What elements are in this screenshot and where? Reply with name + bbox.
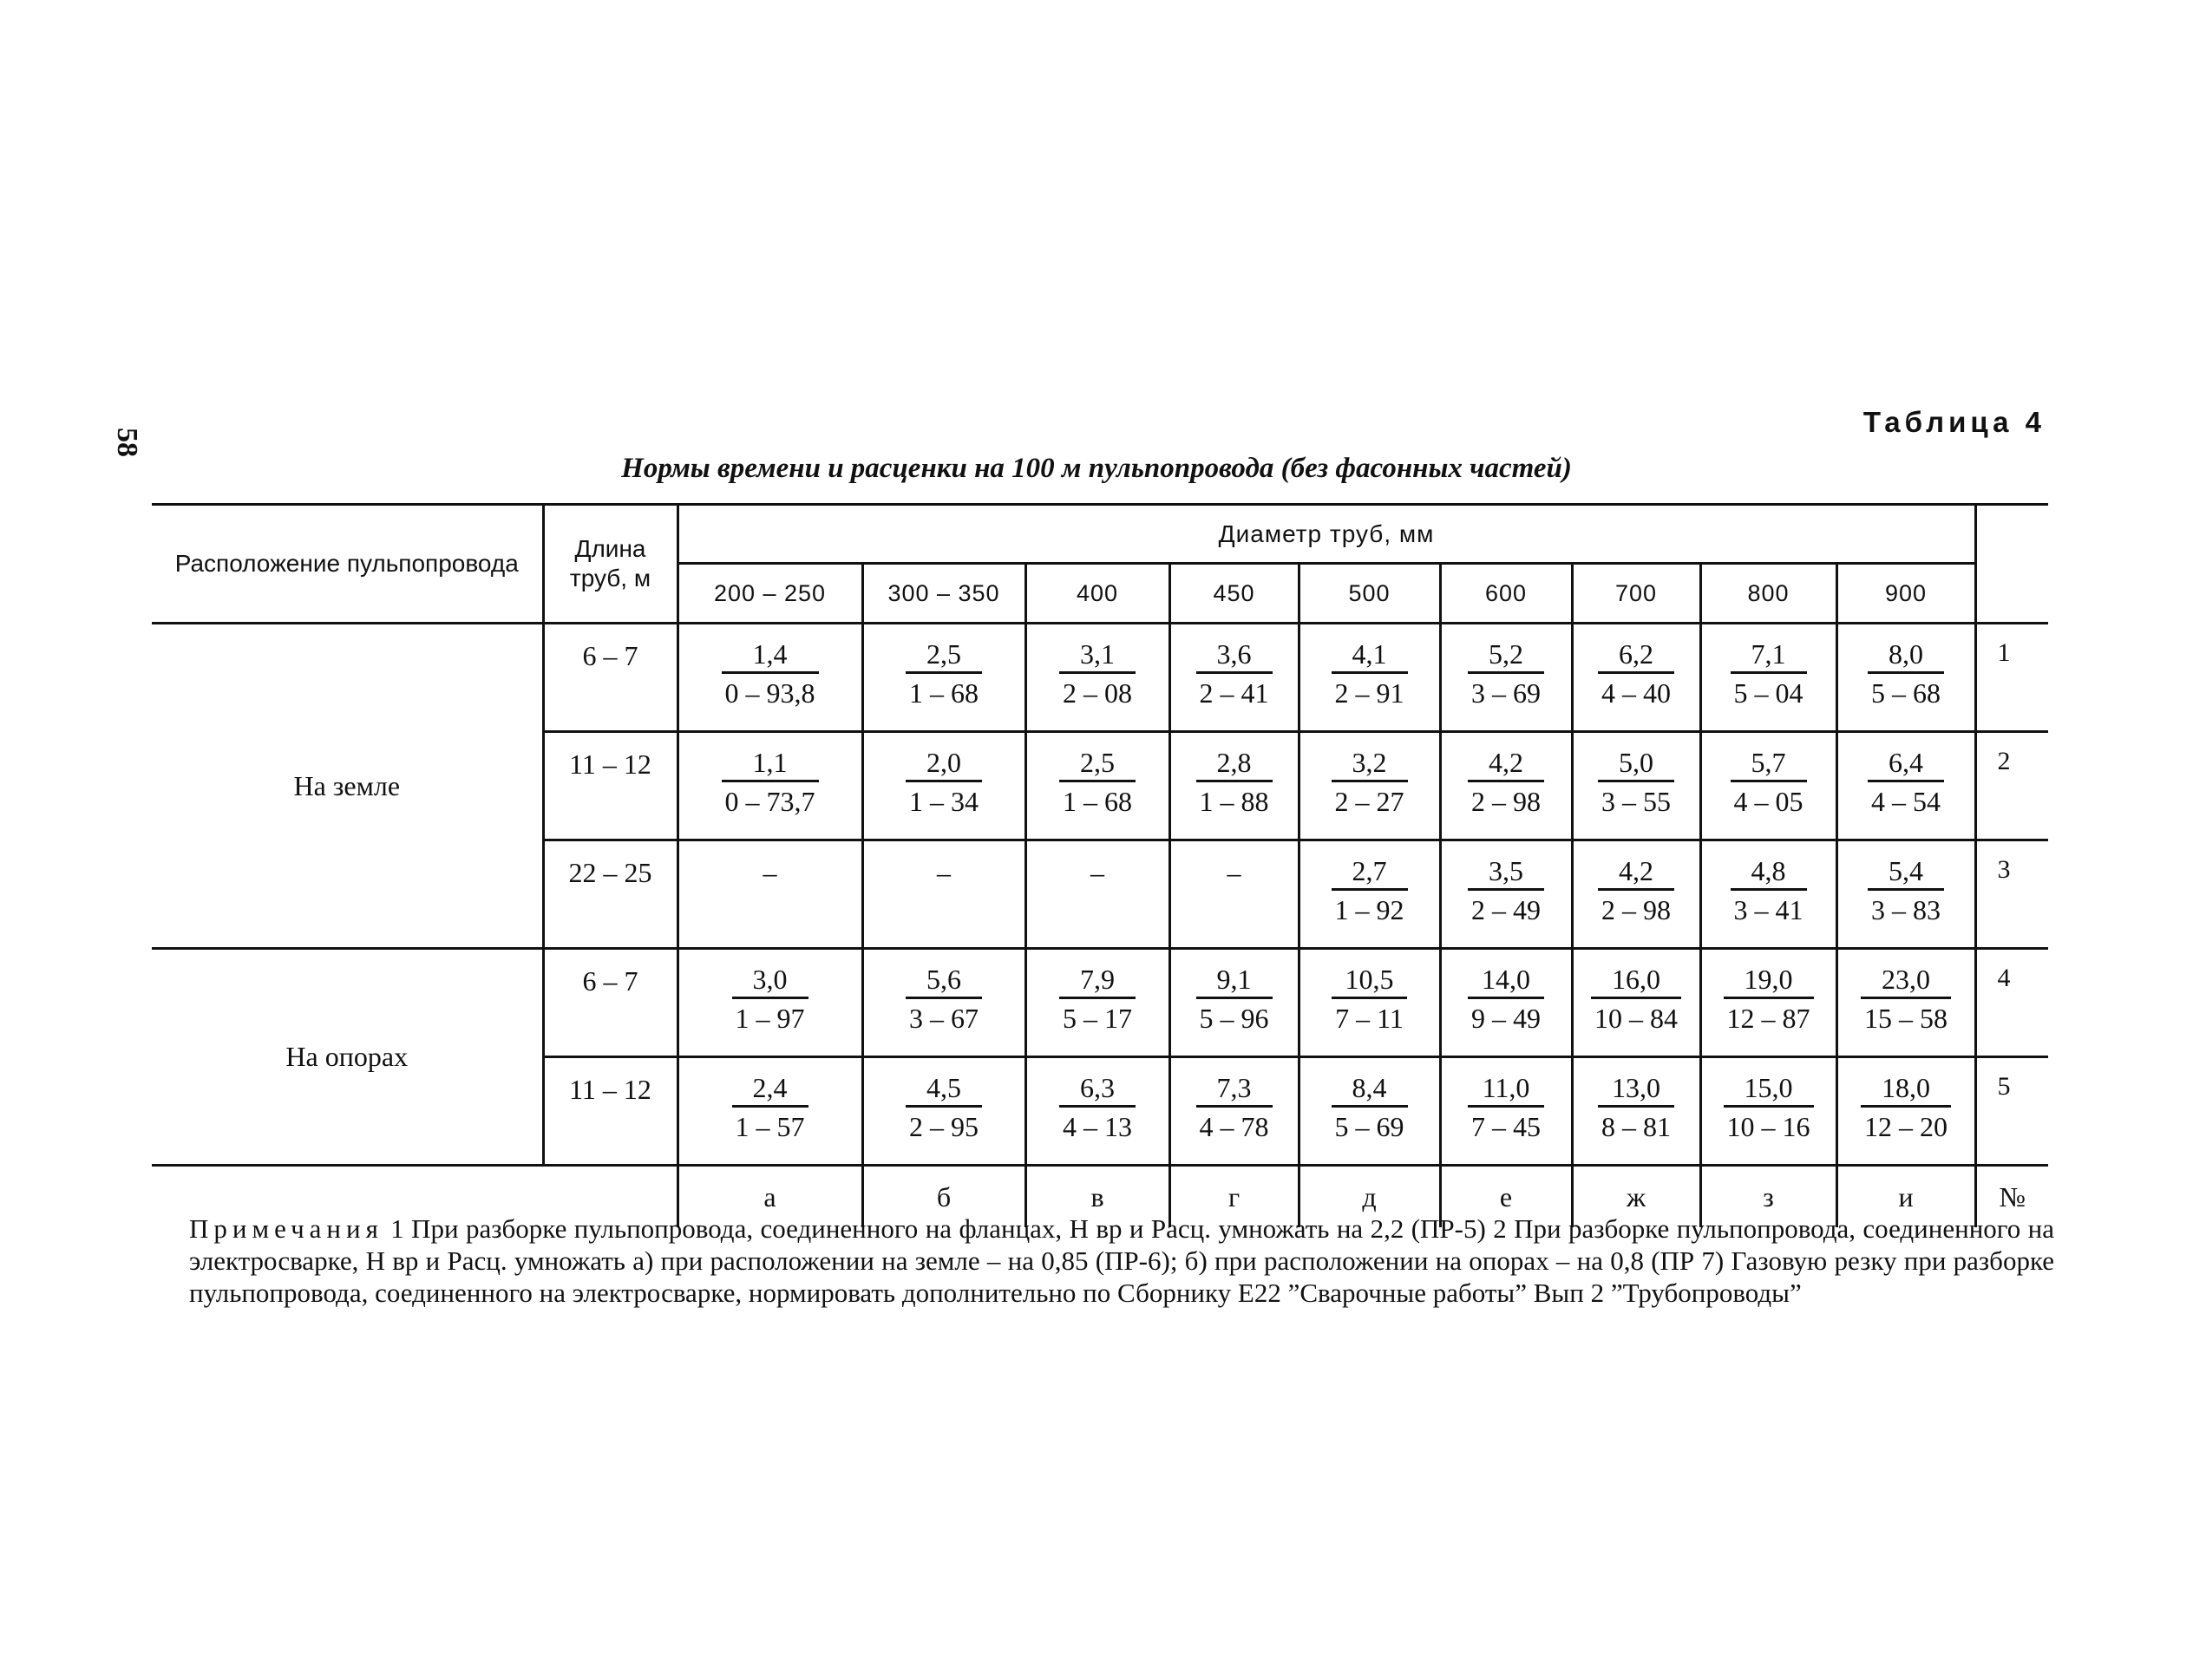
value-cell (1572, 949, 1700, 1057)
column-letter: а (678, 1166, 862, 1228)
norm-fraction (1332, 1070, 1408, 1144)
norm-fraction (1196, 962, 1273, 1036)
time-norm: 3,1 (1059, 637, 1136, 674)
length-cell: 11 – 12 (543, 732, 678, 840)
time-norm: 2,8 (1196, 745, 1273, 782)
table-row (152, 624, 2048, 732)
time-norm: 7,3 (1196, 1070, 1273, 1108)
time-norm: 11,0 (1468, 1070, 1544, 1108)
price-rate: 12 – 87 (1726, 1003, 1810, 1034)
value-cell (1836, 1057, 1975, 1166)
value-cell (862, 1057, 1025, 1166)
header-diameter-col: 600 (1440, 564, 1572, 624)
value-cell (1572, 840, 1700, 949)
norm-fraction (1868, 745, 1944, 819)
price-rate: 3 – 67 (909, 1003, 979, 1034)
value-cell (1299, 949, 1440, 1057)
value-cell (1025, 624, 1169, 732)
price-rate: 3 – 41 (1733, 894, 1803, 925)
norm-fraction (1598, 853, 1674, 927)
value-cell (862, 840, 1025, 949)
value-cell (678, 1057, 862, 1166)
value-cell (1025, 949, 1169, 1057)
value-cell (678, 732, 862, 840)
price-rate: 1 – 57 (735, 1111, 805, 1142)
value-cell (678, 840, 862, 949)
time-norm: 1,1 (722, 745, 819, 782)
value-cell (862, 624, 1025, 732)
value-cell (1836, 840, 1975, 949)
norm-fraction (1196, 637, 1273, 710)
price-rate: 4 – 40 (1601, 677, 1671, 709)
row-number: 4 (1975, 949, 2048, 1057)
value-cell (1572, 1057, 1700, 1166)
time-norm: 5,7 (1731, 745, 1807, 782)
time-norm: 3,6 (1196, 637, 1273, 674)
norm-fraction (1591, 962, 1681, 1036)
header-num-blank (1975, 505, 2048, 624)
column-letter: ж (1572, 1166, 1700, 1228)
price-rate: 7 – 45 (1471, 1111, 1541, 1142)
value-cell (1836, 732, 1975, 840)
time-norm: 10,5 (1332, 962, 1407, 999)
row-number: 2 (1975, 732, 2048, 840)
table-row (152, 949, 2048, 1057)
norms-table (152, 503, 2048, 1227)
header-diameter-col: 450 (1169, 564, 1299, 624)
price-rate: 12 – 20 (1864, 1111, 1948, 1142)
norm-fraction (1059, 745, 1136, 819)
norm-fraction (1332, 853, 1408, 927)
price-rate: 5 – 96 (1199, 1003, 1269, 1034)
price-rate: 2 – 98 (1471, 786, 1541, 817)
row-number: 3 (1975, 840, 2048, 949)
location-label: На опорах (152, 949, 543, 1166)
value-cell (1299, 732, 1440, 840)
value-cell (1025, 732, 1169, 840)
value-cell (1169, 949, 1299, 1057)
time-norm: 4,2 (1598, 853, 1674, 891)
header-diameter-col: 700 (1572, 564, 1700, 624)
price-rate: 10 – 84 (1594, 1003, 1678, 1034)
norm-fraction (906, 637, 982, 710)
norm-fraction (1468, 962, 1544, 1036)
norm-fraction (1731, 637, 1807, 710)
value-cell (1700, 624, 1836, 732)
time-norm: 8,0 (1868, 637, 1944, 674)
value-cell (1440, 840, 1572, 949)
empty-dash: – (1090, 857, 1104, 888)
price-rate: 3 – 55 (1601, 786, 1671, 817)
time-norm: 13,0 (1598, 1070, 1674, 1108)
location-label: На земле (152, 624, 543, 949)
time-norm: 3,2 (1332, 745, 1408, 782)
column-letter: е (1440, 1166, 1572, 1228)
price-rate: 1 – 68 (1063, 786, 1132, 817)
time-norm: 6,3 (1059, 1070, 1136, 1108)
time-norm: 7,9 (1059, 962, 1136, 999)
norm-fraction (732, 1070, 808, 1144)
empty-dash: – (763, 857, 777, 888)
norm-fraction (1059, 637, 1136, 710)
value-cell (1572, 624, 1700, 732)
value-cell (1836, 949, 1975, 1057)
column-letter: г (1169, 1166, 1299, 1228)
value-cell (1299, 1057, 1440, 1166)
price-rate: 2 – 98 (1601, 894, 1671, 925)
value-cell (678, 949, 862, 1057)
norm-fraction (1059, 1070, 1136, 1144)
time-norm: 23,0 (1861, 962, 1951, 999)
row-number: 5 (1975, 1057, 2048, 1166)
time-norm: 4,2 (1468, 745, 1544, 782)
time-norm: 3,0 (732, 962, 808, 999)
price-rate: 4 – 54 (1871, 786, 1941, 817)
norm-fraction (1724, 1070, 1814, 1144)
norm-fraction (1598, 1070, 1674, 1144)
time-norm: 4,8 (1731, 853, 1807, 891)
row-number: 1 (1975, 624, 2048, 732)
norm-fraction (1868, 637, 1944, 710)
value-cell (1440, 624, 1572, 732)
norm-fraction (722, 637, 819, 710)
norm-fraction (1196, 745, 1273, 819)
time-norm: 18,0 (1861, 1070, 1951, 1108)
value-cell (1169, 624, 1299, 732)
time-norm: 4,1 (1332, 637, 1408, 674)
time-norm: 7,1 (1731, 637, 1807, 674)
notes-text: 1 При разборке пульпопровода, соединенного на фланцах, Н вр и Расц. умножать на 2,2 (ПР-5) 2 При разборке пульпопровода, соединенного на электросварке, Н вр и Расц. умножать а) при расположении на земле – на 0,85 (ПР-6); б) при расположении на опорах – на 0,8 (ПР 7) Газовую резку при разборке пульпопровода, соединенного на электросварке, нормировать дополнительно по Сборнику Е22 ”Сварочные работы” Вып 2 ”Трубопроводы” (189, 1213, 2054, 1308)
header-length: Длина труб, м (543, 505, 678, 624)
value-cell (1836, 624, 1975, 732)
value-cell (1440, 949, 1572, 1057)
norm-fraction (1731, 745, 1807, 819)
norm-fraction (1868, 853, 1944, 927)
price-rate: 0 – 73,7 (724, 786, 815, 817)
norm-fraction (732, 962, 808, 1036)
price-rate: 5 – 17 (1063, 1003, 1132, 1034)
time-norm: 2,4 (732, 1070, 808, 1108)
price-rate: 9 – 49 (1471, 1003, 1541, 1034)
price-rate: 2 – 41 (1199, 677, 1269, 709)
time-norm: 1,4 (722, 637, 819, 674)
price-rate: 5 – 04 (1733, 677, 1803, 709)
value-cell (1169, 732, 1299, 840)
norm-fraction (722, 745, 819, 819)
value-cell (1299, 840, 1440, 949)
norm-fraction (1861, 1070, 1951, 1144)
price-rate: 3 – 69 (1471, 677, 1541, 709)
table-label: Таблица 4 (1862, 406, 2046, 438)
time-norm: 9,1 (1196, 962, 1273, 999)
length-cell: 11 – 12 (543, 1057, 678, 1166)
time-norm: 6,4 (1868, 745, 1944, 782)
price-rate: 7 – 11 (1335, 1003, 1404, 1034)
value-cell (1700, 732, 1836, 840)
norm-fraction (1598, 745, 1674, 819)
price-rate: 2 – 08 (1063, 677, 1132, 709)
time-norm: 5,0 (1598, 745, 1674, 782)
price-rate: 1 – 34 (909, 786, 979, 817)
price-rate: 15 – 58 (1864, 1003, 1948, 1034)
norm-fraction (1468, 853, 1544, 927)
value-cell (1169, 1057, 1299, 1166)
time-norm: 3,5 (1468, 853, 1544, 891)
norm-fraction (1468, 745, 1544, 819)
time-norm: 5,6 (906, 962, 982, 999)
value-cell (1440, 732, 1572, 840)
time-norm: 6,2 (1598, 637, 1674, 674)
price-rate: 1 – 88 (1199, 786, 1269, 817)
norm-fraction (1059, 962, 1136, 1036)
value-cell (1700, 949, 1836, 1057)
time-norm: 8,4 (1332, 1070, 1408, 1108)
time-norm: 4,5 (906, 1070, 982, 1108)
header-diameter-col: 400 (1025, 564, 1169, 624)
notes-lead: Примечания (189, 1213, 383, 1244)
empty-dash: – (1227, 857, 1241, 888)
time-norm: 19,0 (1724, 962, 1814, 999)
price-rate: 0 – 93,8 (724, 677, 815, 709)
page-number: 58 (111, 428, 143, 457)
value-cell (1025, 840, 1169, 949)
price-rate: 5 – 69 (1334, 1111, 1404, 1142)
column-letter: и (1836, 1166, 1975, 1228)
norm-fraction (1468, 637, 1544, 710)
norm-fraction (1861, 962, 1951, 1036)
time-norm: 15,0 (1724, 1070, 1814, 1108)
price-rate: 8 – 81 (1601, 1111, 1671, 1142)
norm-fraction (1196, 1070, 1273, 1144)
value-cell (1700, 840, 1836, 949)
notes (189, 1213, 2054, 1309)
time-norm: 2,5 (1059, 745, 1136, 782)
length-cell: 6 – 7 (543, 624, 678, 732)
time-norm: 2,7 (1332, 853, 1408, 891)
column-letter: б (862, 1166, 1025, 1228)
value-cell (678, 624, 862, 732)
header-diameter-col: 200 – 250 (678, 564, 862, 624)
value-cell (1025, 1057, 1169, 1166)
length-cell: 22 – 25 (543, 840, 678, 949)
norm-fraction (1724, 962, 1814, 1036)
price-rate: 2 – 27 (1334, 786, 1404, 817)
header-diameter-col: 800 (1700, 564, 1836, 624)
price-rate: 2 – 49 (1471, 894, 1541, 925)
price-rate: 1 – 92 (1334, 894, 1404, 925)
norm-fraction (906, 1070, 982, 1144)
value-cell (1169, 840, 1299, 949)
header-diameter-col: 300 – 350 (862, 564, 1025, 624)
time-norm: 2,0 (906, 745, 982, 782)
column-letter: в (1025, 1166, 1169, 1228)
time-norm: 16,0 (1591, 962, 1681, 999)
price-rate: 4 – 13 (1063, 1111, 1132, 1142)
header-diameter: Диаметр труб, мм (678, 505, 1975, 564)
value-cell (862, 732, 1025, 840)
number-sign: № (1999, 1180, 2026, 1213)
value-cell (1700, 1057, 1836, 1166)
length-cell: 6 – 7 (543, 949, 678, 1057)
price-rate: 4 – 05 (1733, 786, 1803, 817)
norm-fraction (906, 962, 982, 1036)
header-diameter-col: 500 (1299, 564, 1440, 624)
norm-fraction (1468, 1070, 1544, 1144)
price-rate: 5 – 68 (1871, 677, 1941, 709)
table-title: Нормы времени и расценки на 100 м пульпопровода (без фасонных частей) (621, 453, 1572, 484)
norm-fraction (906, 745, 982, 819)
header-location: Расположение пульпопровода (152, 505, 543, 624)
norm-fraction (1598, 637, 1674, 710)
price-rate: 4 – 78 (1199, 1111, 1269, 1142)
norm-fraction (1332, 637, 1408, 710)
time-norm: 2,5 (906, 637, 982, 674)
price-rate: 1 – 68 (909, 677, 979, 709)
norm-fraction (1731, 853, 1807, 927)
value-cell (862, 949, 1025, 1057)
price-rate: 2 – 91 (1334, 677, 1404, 709)
header-diameter-col: 900 (1836, 564, 1975, 624)
column-letter: з (1700, 1166, 1836, 1228)
value-cell (1440, 1057, 1572, 1166)
empty-dash: – (937, 857, 951, 888)
time-norm: 5,4 (1868, 853, 1944, 891)
time-norm: 14,0 (1468, 962, 1544, 999)
norm-fraction (1332, 962, 1407, 1036)
price-rate: 1 – 97 (735, 1003, 805, 1034)
price-rate: 10 – 16 (1726, 1111, 1810, 1142)
value-cell (1299, 624, 1440, 732)
column-letter: д (1299, 1166, 1440, 1228)
price-rate: 2 – 95 (909, 1111, 979, 1142)
norm-fraction (1332, 745, 1408, 819)
price-rate: 3 – 83 (1871, 894, 1941, 925)
time-norm: 5,2 (1468, 637, 1544, 674)
value-cell (1572, 732, 1700, 840)
